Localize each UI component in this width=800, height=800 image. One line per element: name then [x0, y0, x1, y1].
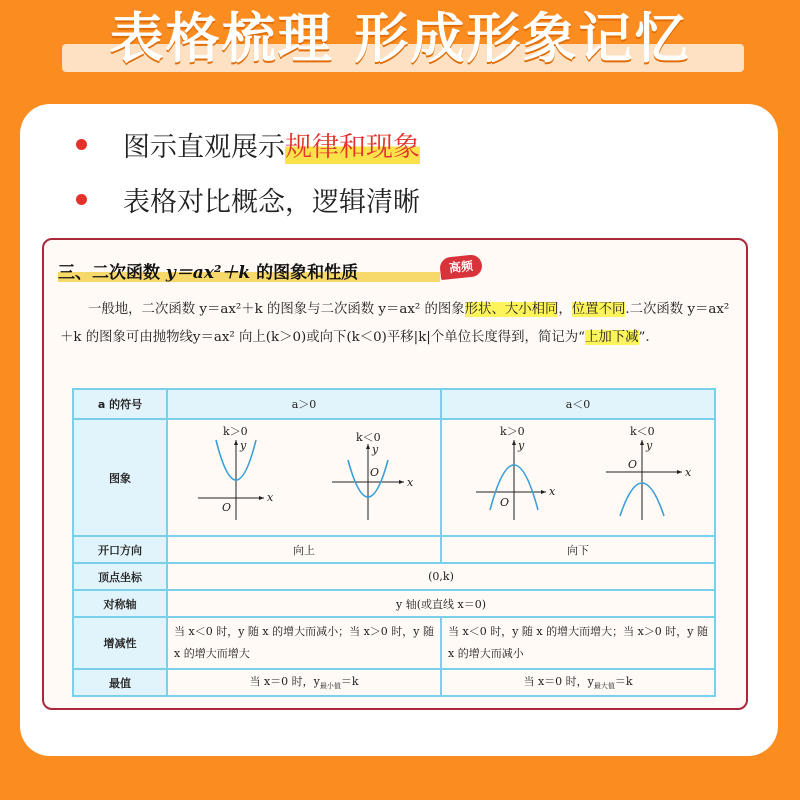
table-row	[73, 669, 715, 696]
table-row	[73, 536, 715, 563]
axis-label-x: x	[549, 485, 556, 498]
y-axis-arrow	[234, 440, 238, 445]
row-value: 当 x＝0 时，$y_{最小值}=k$	[167, 669, 441, 696]
axis-label-y: y	[372, 443, 379, 456]
graph-row-label: 图象	[73, 419, 167, 536]
row-label: 对称轴	[73, 590, 167, 617]
origin-label: O	[370, 466, 380, 479]
axis-label-y: y	[646, 439, 653, 452]
bullet-text: 图示直观展示	[123, 131, 285, 163]
axis-label-x: x	[685, 466, 692, 479]
x-axis-arrow	[677, 470, 682, 474]
graph-caption: k＞0	[500, 425, 525, 438]
row-value: y 轴(或直线 x＝0)	[167, 590, 715, 617]
graph-cell-negative-a	[441, 419, 715, 536]
bullet-item-1	[76, 124, 420, 164]
origin-label: O	[500, 496, 510, 509]
frequency-tag: 高频	[439, 254, 483, 280]
axis-label-x: x	[267, 491, 274, 504]
row-value: (0,k)	[167, 563, 715, 590]
parabola-graphs-a-negative	[442, 420, 714, 532]
graph-caption: k＜0	[356, 431, 381, 444]
graph-cell-positive-a	[167, 419, 441, 536]
table-row	[73, 617, 715, 669]
bullet-dot-icon	[76, 194, 87, 205]
section-heading: 三、二次函数 y＝ax²＋k 的图象和性质	[58, 263, 359, 283]
banner-title: 表格梳理 形成形象记忆	[109, 7, 691, 70]
row-label: 顶点坐标	[73, 563, 167, 590]
textbook-excerpt-panel	[42, 238, 748, 710]
x-axis-arrow	[541, 490, 546, 494]
bullet-dot-icon	[76, 139, 87, 150]
table-header-row	[73, 389, 715, 419]
parabola-graphs-a-positive	[168, 420, 440, 532]
row-label: 最值	[73, 669, 167, 696]
bullet-highlight: 规律和现象	[285, 125, 420, 164]
y-axis-arrow	[366, 444, 370, 449]
row-value: 当 x＜0 时，y 随 x 的增大而减小；当 x＞0 时，y 随 x 的增大而增大	[167, 617, 441, 669]
properties-table	[72, 388, 716, 697]
row-value: 向下	[441, 536, 715, 563]
bullet-item-2	[76, 179, 420, 219]
bullet-text: 表格对比概念，逻辑清晰	[123, 186, 420, 218]
table-row	[73, 590, 715, 617]
table-header-col1: a＞0	[167, 389, 441, 419]
row-label: 开口方向	[73, 536, 167, 563]
intro-paragraph: 一般地，二次函数 y＝ax²＋k 的图象与二次函数 y＝ax² 的图象形状、大小相同，位置不同.二次函数 y＝ax²＋k 的图象可由抛物线y＝ax² 向上(k＞0)或向下(k＜0)平移|k|个单位长度得到，简记为“上加下减”.	[60, 302, 730, 345]
row-value: 当 x＝0 时，$y_{最大值}=k$	[441, 669, 715, 696]
axis-label-y: y	[240, 439, 247, 452]
row-value: 当 x＜0 时，y 随 x 的增大而增大；当 x＞0 时，y 随 x 的增大而减小	[441, 617, 715, 669]
table-header-col2: a＜0	[441, 389, 715, 419]
row-label: 增减性	[73, 617, 167, 669]
x-axis-arrow	[399, 480, 404, 484]
table-row	[73, 563, 715, 590]
graph-row	[73, 419, 715, 536]
x-axis-arrow	[259, 496, 264, 500]
axis-label-x: x	[407, 476, 414, 489]
origin-label: O	[628, 458, 638, 471]
axis-label-y: y	[518, 439, 525, 452]
row-value: 向上	[167, 536, 441, 563]
origin-label: O	[222, 501, 232, 514]
y-axis-arrow	[640, 440, 644, 445]
y-axis-arrow	[512, 440, 516, 445]
graph-caption: k＞0	[223, 425, 248, 438]
table-header-label: a 的符号	[73, 389, 167, 419]
graph-caption: k＜0	[630, 425, 655, 438]
